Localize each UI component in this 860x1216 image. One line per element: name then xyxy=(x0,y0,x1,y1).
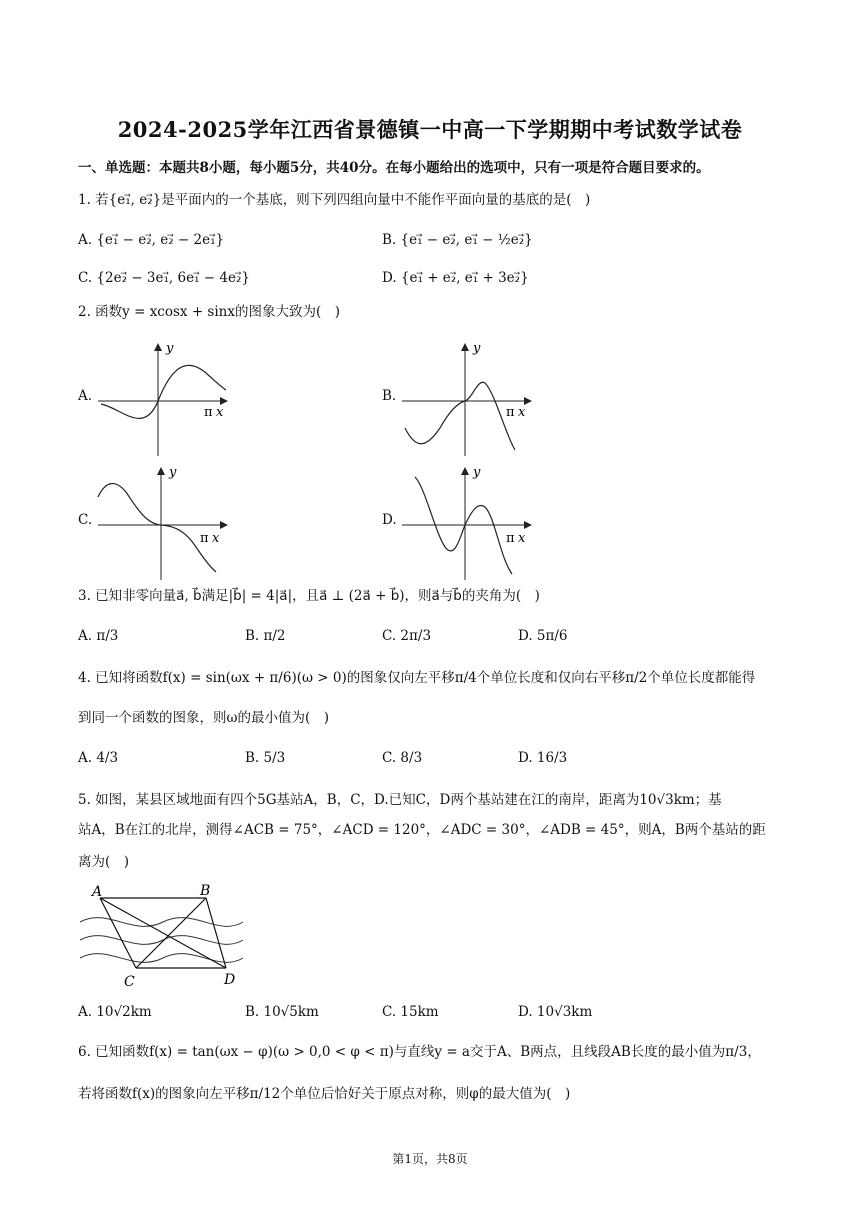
q2-option-b: B. xyxy=(382,388,397,404)
q1-option-d: D. {e₁⃗ + e₂⃗, e₁⃗ + 3e₂⃗} xyxy=(382,270,529,286)
q2-graph-a xyxy=(96,338,236,458)
pi-label: π xyxy=(204,405,213,420)
page-title: 2024-2025学年江西省景德镇一中高一下学期期中考试数学试卷 xyxy=(117,117,743,142)
q5-option-d: D. 10√3km xyxy=(518,1004,593,1020)
question-2-stem: 2. 函数y = xcosx + sinx的图象大致为( ) xyxy=(78,304,341,320)
q5-option-b: B. 10√5km xyxy=(245,1004,319,1020)
question-6-stem-line2: 若将函数f(x)的图象向左平移π/12个单位后恰好关于原点对称，则φ的最大值为( ) xyxy=(78,1086,571,1102)
axis-y-label: y xyxy=(473,465,481,480)
question-5-stem-line2: 站A，B在江的北岸，测得∠ACB = 75°，∠ACD = 120°，∠ADC = 30°，∠ADB = 45°，则A，B两个基站的距 xyxy=(78,822,766,838)
axis-x-label: x xyxy=(212,531,220,546)
point-b-label: B xyxy=(200,883,211,899)
q4-option-c: C. 8/3 xyxy=(382,750,423,766)
question-4-stem-line2: 到同一个函数的图象，则ω的最小值为( ) xyxy=(78,710,330,726)
q3-option-b: B. π/2 xyxy=(245,628,286,644)
q2-graph-b xyxy=(400,338,540,458)
q2-option-c: C. xyxy=(78,512,93,528)
axis-y-label: y xyxy=(169,465,177,480)
question-5-stem-line3: 离为( ) xyxy=(78,854,130,870)
axis-y-label: y xyxy=(473,341,481,356)
axis-x-label: x xyxy=(216,405,224,420)
point-d-label: D xyxy=(224,972,236,988)
q2-option-a: A. xyxy=(78,388,93,404)
q2-graph-d xyxy=(400,462,540,582)
point-c-label: C xyxy=(124,974,135,990)
q2-option-d: D. xyxy=(382,512,397,528)
axis-x-label: x xyxy=(518,405,526,420)
pi-label: π xyxy=(200,531,209,546)
page-footer: 第1页，共8页 xyxy=(392,1152,468,1166)
q3-option-c: C. 2π/3 xyxy=(382,628,432,644)
q2-graph-c xyxy=(96,462,236,582)
q1-option-b: B. {e₁⃗ − e₂⃗, e₁⃗ − ½e₂⃗} xyxy=(382,232,533,248)
question-3-stem: 3. 已知非零向量a⃗, b⃗满足|b⃗| = 4|a⃗|，且a⃗ ⊥ (2a⃗ + b⃗)，则a⃗与b⃗的夹角为( ) xyxy=(78,588,540,604)
q4-option-b: B. 5/3 xyxy=(245,750,286,766)
q3-option-d: D. 5π/6 xyxy=(518,628,568,644)
q5-figure xyxy=(78,882,248,992)
pi-label: π xyxy=(506,405,515,420)
axis-x-label: x xyxy=(518,531,526,546)
q1-option-a: A. {e₁⃗ − e₂⃗, e₂⃗ − 2e₁⃗} xyxy=(78,232,225,248)
q5-option-c: C. 15km xyxy=(382,1004,439,1020)
q5-option-a: A. 10√2km xyxy=(78,1004,152,1020)
question-6-stem-line1: 6. 已知函数f(x) = tan(ωx − φ)(ω > 0,0 < φ < π)与直线y = a交于A、B两点，且线段AB长度的最小值为π/3， xyxy=(78,1044,761,1060)
question-5-stem-line1: 5. 如图，某县区域地面有四个5G基站A，B，C，D.已知C，D两个基站建在江的南岸，距离为10√3km；基 xyxy=(78,792,722,808)
point-a-label: A xyxy=(92,884,103,900)
q1-option-c: C. {2e₂⃗ − 3e₁⃗, 6e₁⃗ − 4e₂⃗} xyxy=(78,270,250,286)
q4-option-a: A. 4/3 xyxy=(78,750,119,766)
section-heading: 一、单选题：本题共8小题，每小题5分，共40分。在每小题给出的选项中，只有一项是符合题目要求的。 xyxy=(78,160,710,176)
question-4-stem-line1: 4. 已知将函数f(x) = sin(ωx + π/6)(ω > 0)的图象仅向左平移π/4个单位长度和仅向右平移π/2个单位长度都能得 xyxy=(78,670,756,686)
q4-option-d: D. 16/3 xyxy=(518,750,568,766)
question-1-stem: 1. 若{e₁⃗, e₂⃗}是平面内的一个基底，则下列四组向量中不能作平面向量的基底的是( ) xyxy=(78,192,591,208)
axis-y-label: y xyxy=(166,341,174,356)
pi-label: π xyxy=(506,531,515,546)
q3-option-a: A. π/3 xyxy=(78,628,119,644)
